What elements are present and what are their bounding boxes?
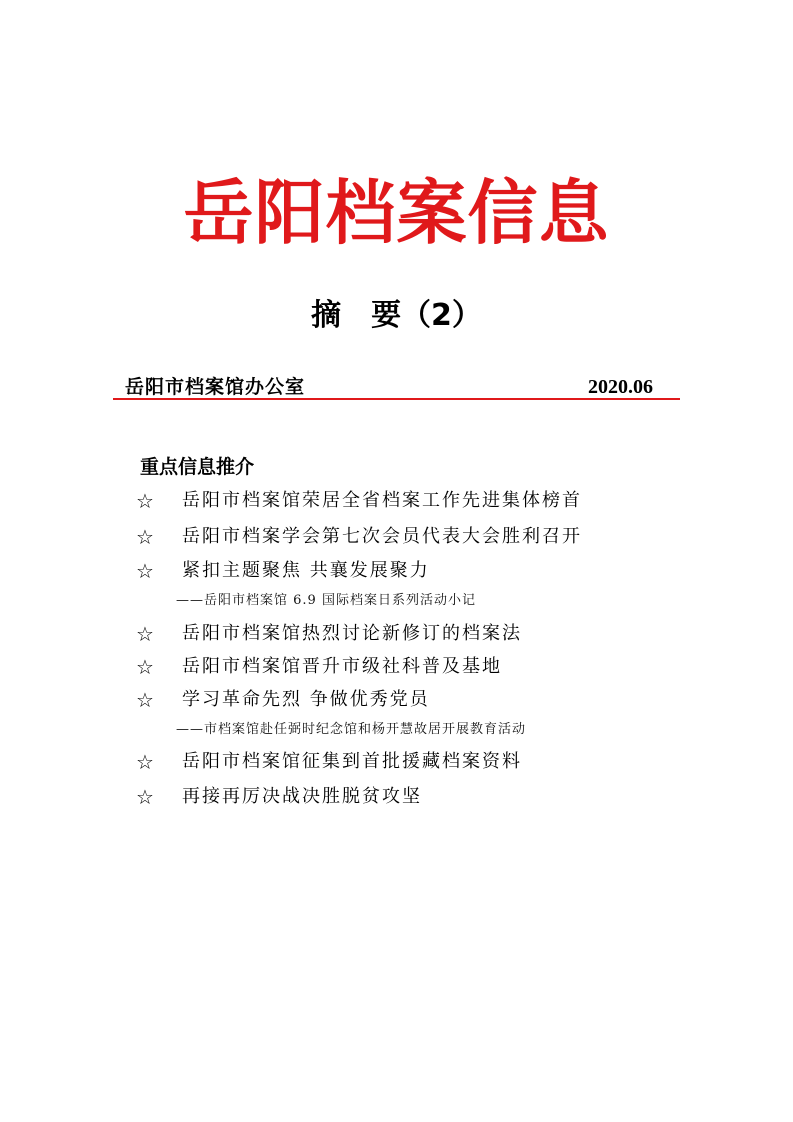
star-icon: ☆	[136, 559, 154, 583]
item-title: 岳阳市档案馆征集到首批援藏档案资料	[182, 751, 522, 772]
item-subtitle: ——岳阳市档案馆 6.9 国际档案日系列活动小记	[176, 593, 476, 608]
star-icon: ☆	[136, 525, 154, 549]
star-icon: ☆	[136, 688, 154, 712]
star-icon: ☆	[136, 489, 154, 513]
item-title: 岳阳市档案馆热烈讨论新修订的档案法	[182, 623, 522, 644]
item-title: 再接再厉决战决胜脱贫攻坚	[182, 786, 422, 807]
item-title: 岳阳市档案馆晋升市级社科普及基地	[182, 656, 502, 677]
star-icon: ☆	[136, 750, 154, 774]
star-icon: ☆	[136, 622, 154, 646]
item-title: 学习革命先烈 争做优秀党员	[182, 689, 430, 710]
issue-date: 2020.06	[588, 376, 653, 398]
star-icon: ☆	[136, 655, 154, 679]
abstract-subtitle	[0, 294, 793, 338]
item-subtitle: ——市档案馆赴任弼时纪念馆和杨开慧故居开展教育活动	[176, 722, 527, 737]
item-title: 岳阳市档案学会第七次会员代表大会胜利召开	[182, 526, 582, 547]
item-title: 岳阳市档案馆荣居全省档案工作先进集体榜首	[182, 490, 582, 511]
masthead-title: 岳阳档案信息	[183, 172, 610, 254]
section-heading: 重点信息推介	[140, 456, 255, 478]
star-icon: ☆	[136, 785, 154, 809]
subtitle-first-char: 摘	[311, 298, 342, 333]
item-title: 紧扣主题聚焦 共襄发展聚力	[182, 560, 430, 581]
header-divider	[113, 398, 680, 400]
issuer-name: 岳阳市档案馆办公室	[125, 376, 306, 398]
subtitle-rest: 要（2）	[371, 298, 482, 333]
